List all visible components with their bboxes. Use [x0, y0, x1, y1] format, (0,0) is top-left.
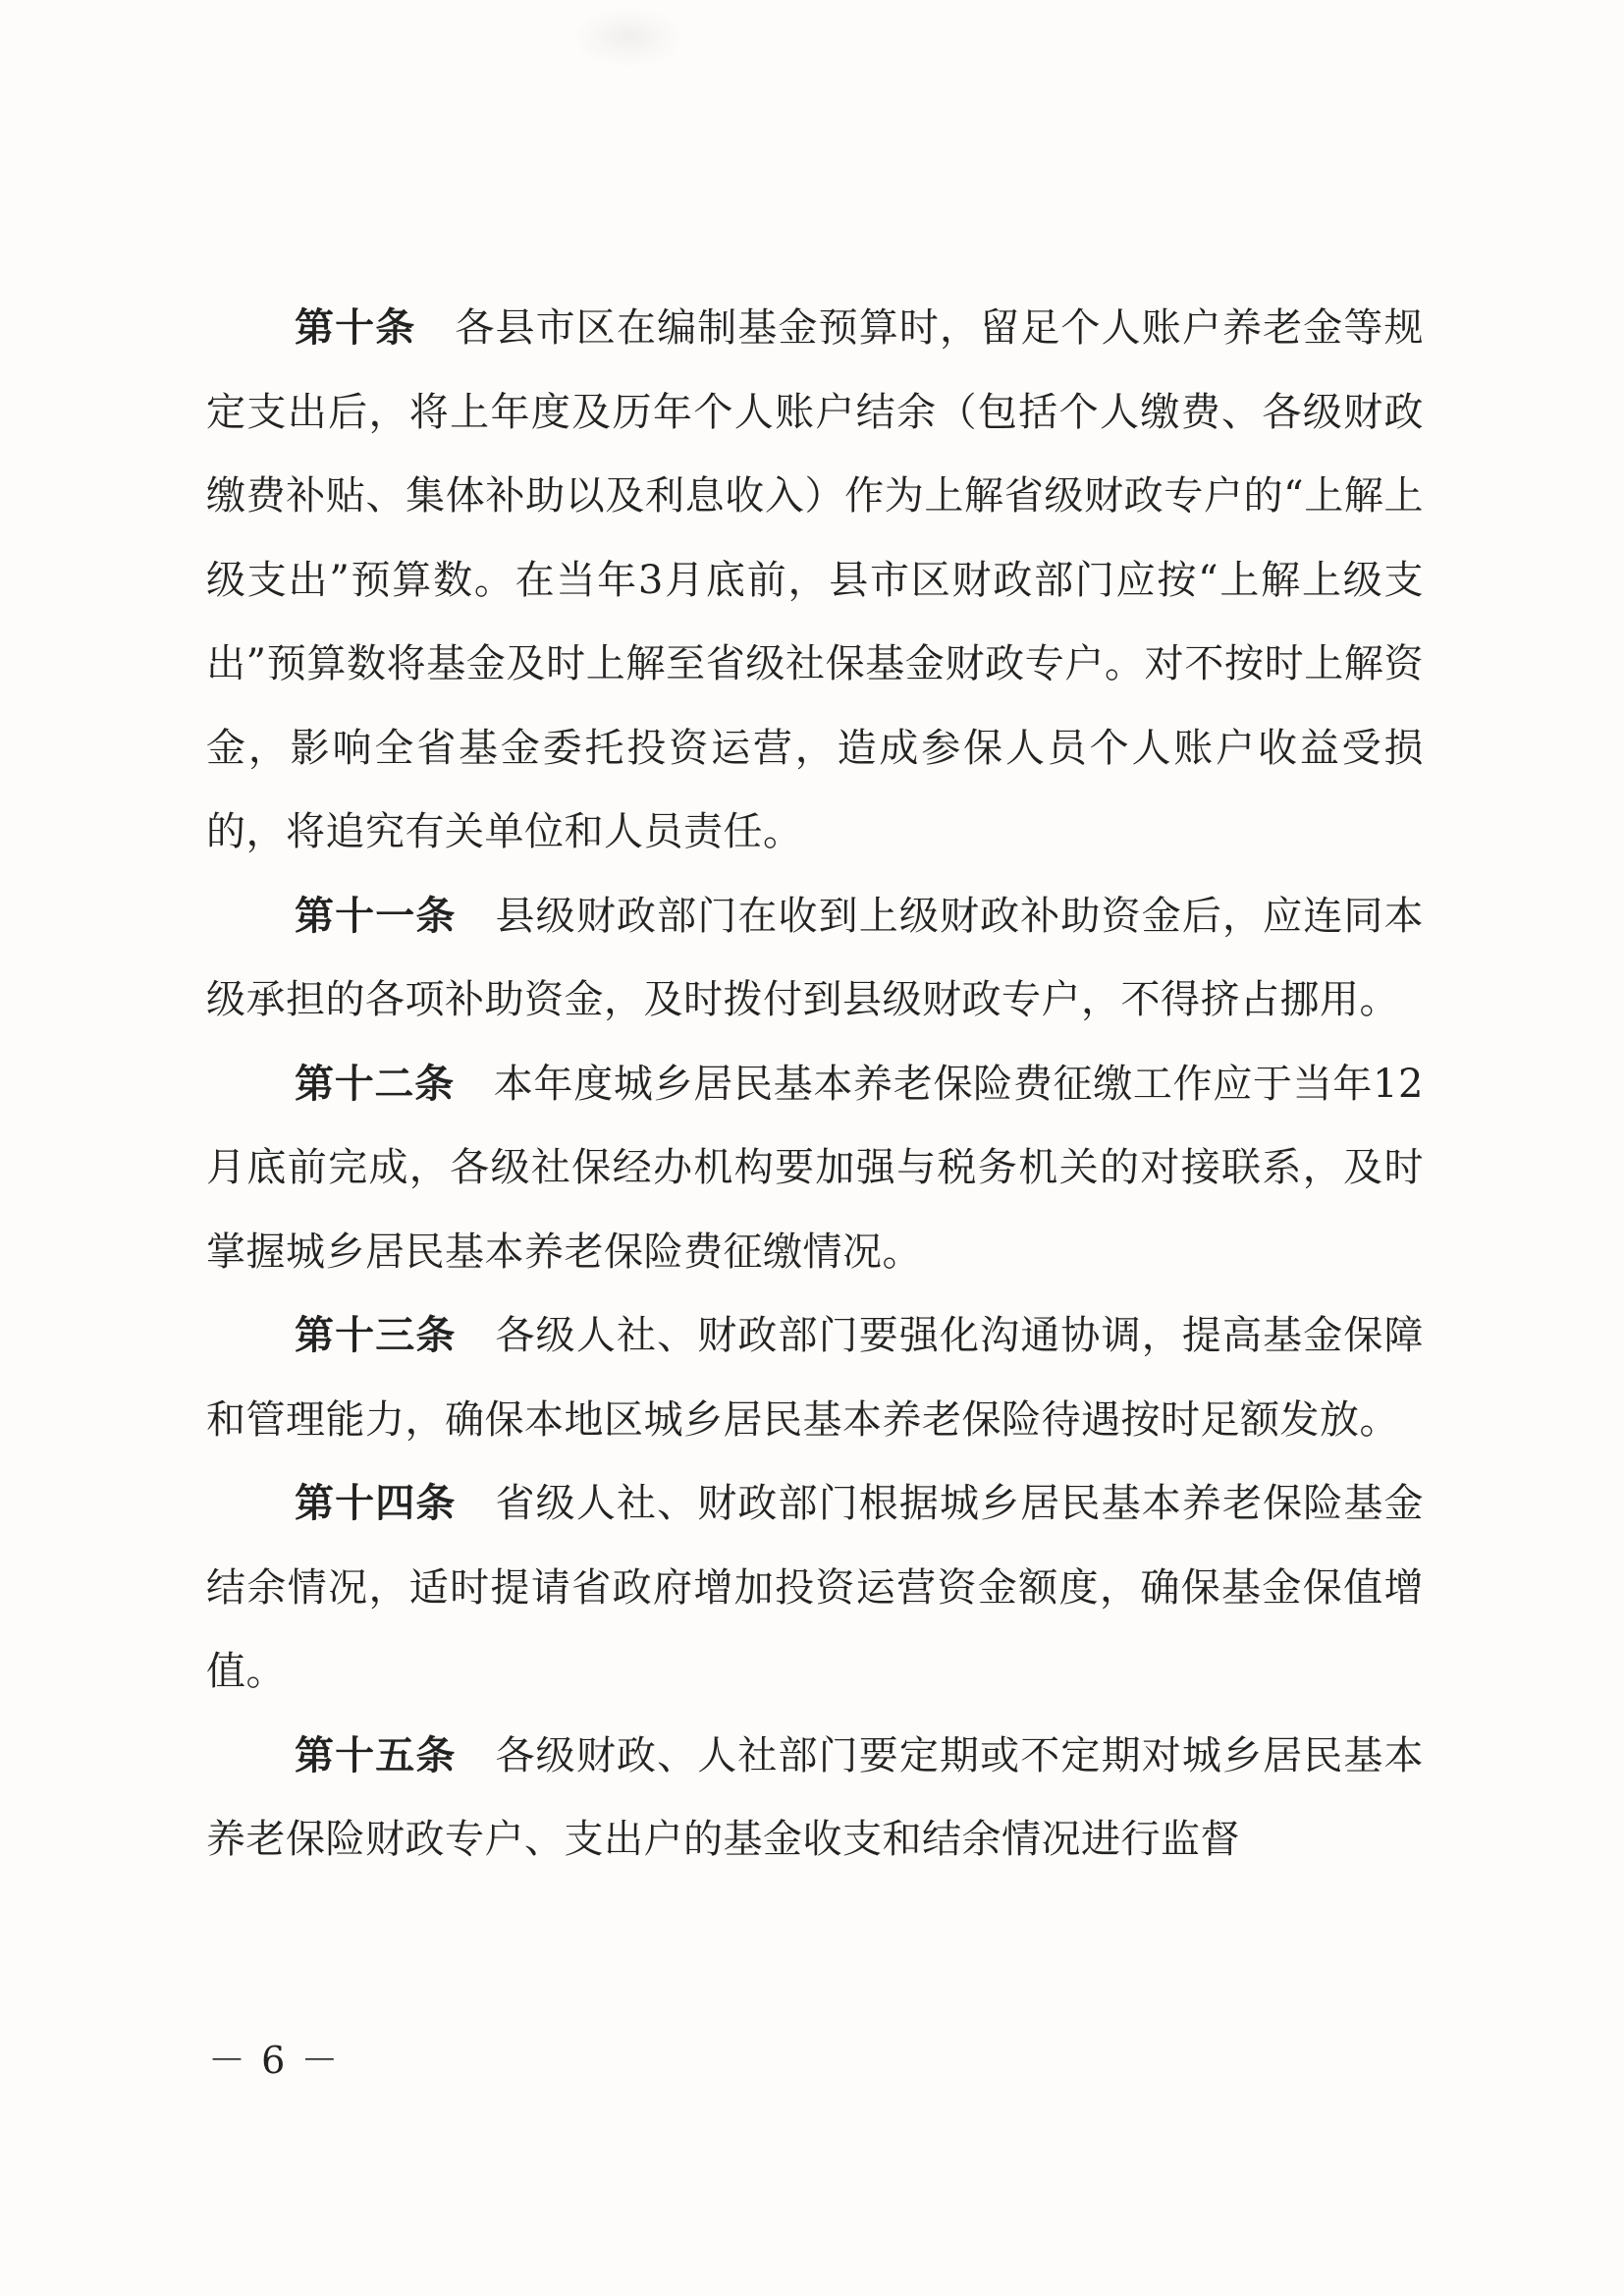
article-text: 县级财政部门在收到上级财政补助资金后，应连同本级承担的各项补助资金，及时拨付到县级财政专户，不得挤占挪用。: [206, 893, 1425, 1022]
article-label: 第十五条: [295, 1732, 457, 1778]
article-text: 各级财政、人社部门要定期或不定期对城乡居民基本养老保险财政专户、支出户的基金收支和结余情况进行监督: [206, 1732, 1425, 1862]
scan-smudge: [574, 8, 682, 67]
article-text: 各县市区在编制基金预算时，留足个人账户养老金等规定支出后，将上年度及历年个人账户结余（包括个人缴费、各级财政缴费补贴、集体补助以及利息收入）作为上解省级财政专户的“上解上级支出”预算数。在当年3月底前，县市区财政部门应按“上解上级支出”预算数将基金及时上解至省级社保基金财政专户。对不按时上解资金，影响全省基金委托投资运营，造成参保人员个人账户收益受损的，将追究有关单位和人员责任。: [206, 305, 1425, 854]
article-label: 第十二条: [295, 1061, 455, 1107]
article-text: 省级人社、财政部门根据城乡居民基本养老保险基金结余情况，适时提请省政府增加投资运营资金额度，确保基金保值增值。: [206, 1481, 1425, 1694]
article-label: 第十三条: [295, 1313, 457, 1358]
article-11: [206, 875, 1424, 1043]
article-14: [206, 1462, 1424, 1715]
article-10: [206, 287, 1424, 875]
article-label: 第十一条: [295, 893, 457, 939]
article-12: [206, 1043, 1424, 1295]
article-text: 本年度城乡居民基本养老保险费征缴工作应于当年12月底前完成，各级社保经办机构要加强与税务机关的对接联系，及时掌握城乡居民基本养老保险费征缴情况。: [206, 1061, 1425, 1275]
article-13: [206, 1294, 1424, 1462]
article-15: [206, 1715, 1424, 1883]
page-number: － 6 －: [208, 2039, 341, 2082]
article-text: 各级人社、财政部门要强化沟通协调，提高基金保障和管理能力，确保本地区城乡居民基本养老保险待遇按时足额发放。: [206, 1313, 1425, 1443]
document-body: [206, 287, 1424, 1883]
article-label: 第十条: [295, 305, 416, 351]
article-label: 第十四条: [295, 1481, 457, 1526]
